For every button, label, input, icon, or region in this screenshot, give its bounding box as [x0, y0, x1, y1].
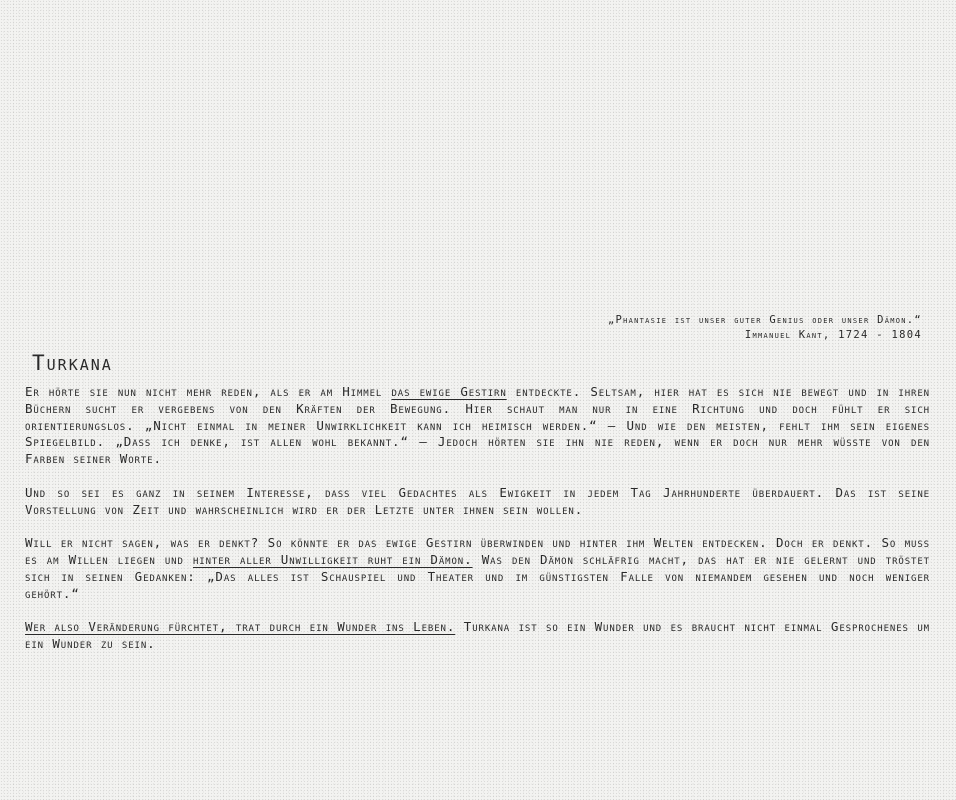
text-run: Und so sei es ganz in seinem Interesse, dass viel Gedachtes als Ewigkeit in jedem Tag Jahrhunderte überdauert. Das ist seine Vorstellung von Zeit und wahrscheinlich wird er der Letzte unter ihnen sein wollen. — [25, 484, 930, 517]
paragraph — [25, 619, 930, 653]
text-run: Was den Dämon schläfrig macht, das hat er nie gelernt und tröstet sich in seinen Gedanken: „Das alles ist Schauspiel und Theater und im günstigsten Falle von niemandem gesehen und noch weniger gehört.“ — [25, 551, 930, 601]
page-title: Turkana — [32, 351, 113, 375]
text-run: Turkana ist so ein Wunder und es braucht nicht einmal Gesprochenes um ein Wunder zu sein. — [25, 619, 930, 651]
epigraph — [608, 313, 922, 343]
text-run: Er hörte sie nun nicht mehr reden, als er am Himmel — [25, 384, 392, 399]
underlined-phrase: Wer also Veränderung fürchtet, trat durch ein Wunder ins Leben. — [25, 619, 456, 635]
paragraph — [25, 535, 930, 602]
epigraph-quote: „Phantasie ist unser guter Genius oder unser Dämon.“ — [607, 314, 922, 326]
epigraph-attribution: Immanuel Kant, 1724 - 1804 — [744, 329, 922, 341]
underlined-phrase: hinter aller Unwilligkeit ruht ein Dämon. — [192, 551, 473, 567]
underlined-phrase: das ewige Gestirn — [391, 384, 507, 399]
paragraph — [25, 384, 930, 468]
paragraph — [25, 485, 930, 519]
text-run: entdeckte. Seltsam, hier hat es sich nie bewegt und in ihren Büchern sucht er vergebens von den Kräften der Bewegung. Hier schaut man nur in eine Richtung und doch fühlt er sich orientierungslos. „Nicht einmal in meiner Unwirklichkeit kann ich heimisch werden.“ – Und wie den meisten, fehlt ihm sein eigenes Spiegelbild. „Dass ich denke, ist allen wohl bekannt.“ – Jedoch hörten sie ihn nie reden, wenn er doch nur mehr wüsste von den Farben seiner Worte. — [25, 384, 930, 467]
text-run: Will er nicht sagen, was er denkt? So könnte er das ewige Gestirn überwinden und hinter ihm Welten entdecken. Doch er denkt. So muss es am Willen liegen und — [25, 535, 930, 567]
body-text — [25, 384, 930, 670]
